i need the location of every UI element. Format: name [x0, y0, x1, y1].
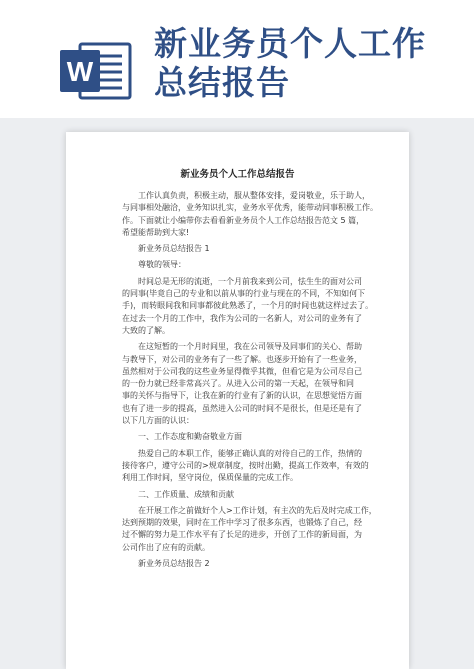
paragraph-line: 与教导下，对公司的业务有了一些了解。也逐步开始有了一些业务，	[122, 354, 362, 364]
section-heading: 新业务员总结报告 1	[138, 244, 210, 254]
paragraph-line: 也有了进一步的提高，虽然进入公司的时间不是很长，但是还是有了	[122, 403, 362, 413]
paragraph-line: 时间总是无形的流逝，一个月前我来到公司，怯生生的面对公司	[138, 276, 362, 286]
paragraph-line: 公司作出了应有的贡献。	[122, 542, 210, 552]
document-body	[122, 190, 378, 570]
document-page	[66, 132, 409, 669]
document-title: 新业务员个人工作总结报告	[180, 169, 295, 180]
word-document-icon	[56, 40, 136, 102]
paragraph-line: 虽然相对于公司我的这些业务显得微乎其微，但看它是为公司尽自己	[122, 366, 362, 376]
subsection-heading: 二、工作质量、成绩和贡献	[138, 489, 234, 499]
paragraph-line: 作。下面就让小编带你去看看新业务员个人工作总结报告范文 5 篇，	[122, 215, 365, 225]
subsection-heading: 一、工作态度和勤奋敬业方面	[138, 432, 242, 442]
paragraph-line: 希望能帮助到大家!	[122, 227, 190, 237]
header-banner	[0, 0, 474, 118]
paragraph-line: 的一份力就已经非常高兴了。从进入公司的第一天起，在领导和同	[122, 379, 354, 389]
page-title-line-1: 新业务员个人工作	[154, 24, 426, 63]
word-icon-letter: W	[66, 56, 94, 87]
paragraph-line: 的同事(毕竟自己的专业和以前从事的行业与现在的不同，不知如何下	[122, 289, 366, 299]
paragraph-line: 与同事相处融洽，业务知识扎实，业务水平优秀，能带动同事积极工作。	[122, 203, 378, 213]
paragraph-line: 热爱自己的本职工作，能够正确认真的对待自己的工作，热情的	[138, 448, 362, 458]
paragraph-line: 在过去一个月的工作中，我作为公司的一名新人，对公司的业务有了	[122, 313, 362, 323]
paragraph-line: 大致的了解。	[122, 325, 170, 335]
paragraph-line: 过不懈的努力是工作水平有了长足的进步，开创了工作的新局面，为	[122, 530, 362, 540]
paragraph-line: 在这短暂的一个月时间里，我在公司领导及同事们的关心、帮助	[138, 342, 362, 352]
page-title-line-2: 总结报告	[154, 63, 290, 102]
paragraph-line: 事的关怀与指导下，让我在新的行业有了新的认识，在思想觉悟方面	[122, 391, 362, 401]
salutation: 尊敬的领导：	[138, 260, 186, 270]
paragraph-line: 手)，而转眼间我和同事都彼此熟悉了，一个月的时间也就这样过去了。	[122, 301, 374, 311]
paragraph-line: 以下几方面的认识：	[122, 416, 194, 426]
paragraph-line: 利用工作时间，坚守岗位，保质保量的完成工作。	[122, 473, 298, 483]
paragraph-line: 在开展工作之前做好个人>工作计划，有主次的先后及时完成工作，	[138, 505, 377, 515]
page-title	[154, 24, 454, 102]
paragraph-line: 达到预期的效果，同时在工作中学习了很多东西，也锻炼了自己，经	[122, 518, 362, 528]
paragraph-line: 接待客户，遵守公司的>规章制度，按时出勤，提高工作效率，有效的	[122, 460, 369, 470]
paragraph-line: 工作认真负责，积极主动，服从整体安排，爱岗敬业，乐于助人，	[138, 191, 370, 200]
section-heading: 新业务员总结报告 2	[138, 559, 210, 569]
